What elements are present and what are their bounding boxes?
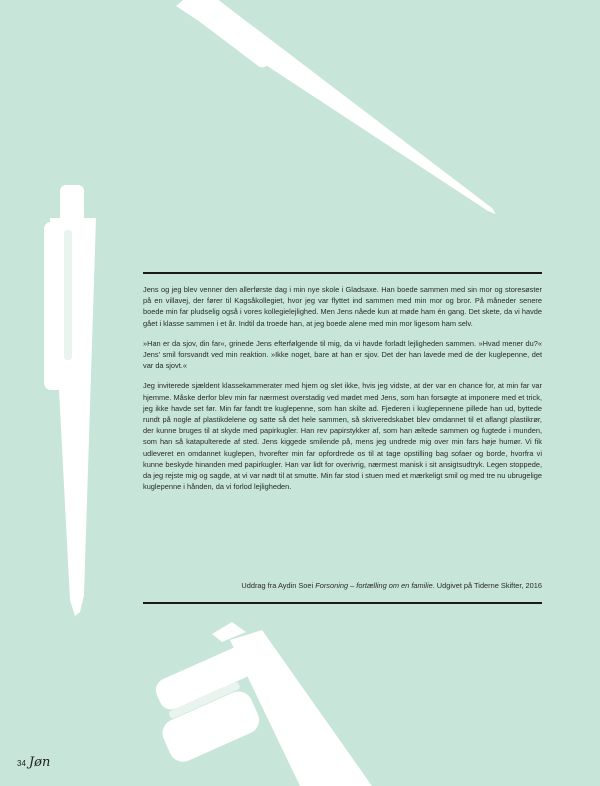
article-paragraph: »Han er da sjov, din far«, grinede Jens efterfølgende til mig, da vi havde forladt lejligheden sammen. »Hvad mener du?« Jens' smil forsvandt ved min reaktion. »Ikke noget, bare at han er sjov. Det der han lavede med de der kuglepenne, det var da sjovt.« [143, 338, 542, 371]
page-number: 34 [17, 759, 26, 768]
bottom-divider [143, 602, 542, 604]
pen-top-icon [176, 0, 496, 214]
caption-suffix: . Udgivet på Tiderne Skifter, 2016 [432, 581, 542, 590]
page-footer [17, 755, 50, 770]
article-paragraph: Jens og jeg blev venner den allerførste dag i min nye skole i Gladsaxe. Han boede sammen med sin mor og storesøster på en villavej, der fører til Kagsåkollegiet, hvor jeg var flyttet ind sammen med min mor og bror. På måneder senere boede min far pludselig også i vores kollegielejlighed. Men Jens nåede kun at møde ham én gang. Det skete, da vi havde gået i klasse sammen i et år. Indtil da troede han, at jeg boede alene med min mor ligesom ham selv. [143, 285, 542, 328]
caption-book-title: Forsoning – fortælling om en familie [315, 581, 433, 590]
pen-left-icon [44, 185, 96, 616]
caption-prefix: Uddrag fra Aydin Soei [241, 581, 316, 590]
source-caption [143, 581, 542, 590]
top-divider [143, 272, 542, 274]
pen-bottom-icon [152, 622, 372, 786]
article-body [143, 284, 542, 501]
magazine-logo: Jøn [28, 755, 51, 770]
article-paragraph: Jeg inviterede sjældent klassekammerater med hjem og slet ikke, hvis jeg vidste, at der var en chance for, at min far var hjemme. Måske derfor blev min far nærmest overstadig ved mødet med Jens, som han forsøgte at imponere med et trick, jeg ikke havde set før. Min far fandt tre kuglepenne, som han skilte ad. Fjederen i kuglepennene pillede han ud, byttede rundt på nogle af plastikdelene og satte så det hele sammen, så skriveredskabet blev omdannet til et aflangt plastikrør, der kunne bruges til at skyde med papirkugler. Han rev papirstykker af, som han æltede sammen og fugtede i munden, som han så katapulterede af sted. Jens kiggede smilende på, mens jeg undrede mig over min fars høje humør. Vi fik udleveret en omdannet kuglepen, hvorefter min far opfordrede os til at tage opstilling bag sofaer og borde, hvorfra vi kunne beskyde hinanden med papirkugler. Han var lidt for overivrig, nærmest manisk i sit ansigtsudtryk. Legen stoppede, da jeg rejste mig og sagde, at vi var nødt til at smutte. Min far stod i stuen med et mærkeligt smil og med tre nu ubrugelige kuglepenne i hånden, da vi forlod lejligheden. [143, 381, 542, 492]
